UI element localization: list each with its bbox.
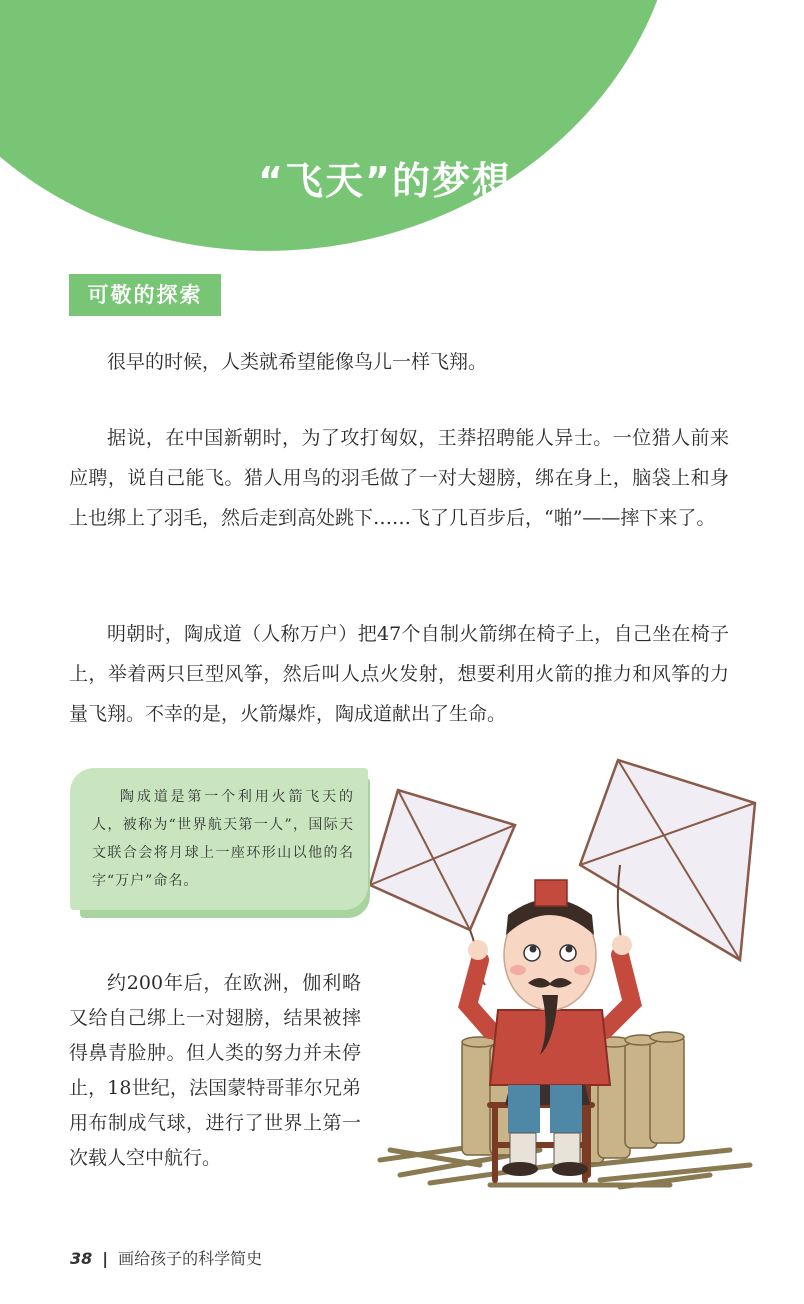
kite-left [370,790,515,985]
page-footer [70,1246,262,1269]
note-text: 陶成道是第一个利用火箭飞天的人，被称为“世界航天第一人”，国际天文联合会将月球上一座环形山以他的名字“万户”命名。 [92,789,354,889]
page-number: 38 [70,1249,93,1268]
wanhu-rocket-chair-illustration [370,755,760,1195]
chapter-title: “飞天”的梦想 [258,159,512,203]
book-title: 画给孩子的科学简史 [118,1249,263,1268]
paragraph-hunter: 据说，在中国新朝时，为了攻打匈奴，王莽招聘能人异士。一位猎人前来应聘，说自己能飞。猎人用鸟的羽毛做了一对大翅膀，绑在身上，脑袋上和身上也绑上了羽毛，然后走到高处跳下……飞了几百步后，“啪”——摔下来了。 [69,427,729,529]
footer-separator: | [102,1249,109,1268]
kite-right [580,760,755,960]
section-heading: 可敬的探索 [69,274,221,316]
paragraph-europe: 约200年后，在欧洲，伽利略又给自己绑上一对翅膀，结果被摔得鼻青脸肿。但人类的努力并未停止，18世纪，法国蒙特哥菲尔兄弟用布制成气球，进行了世界上第一次载人空中航行。 [69,972,361,1169]
paragraph-wanhu: 明朝时，陶成道（人称万户）把47个自制火箭绑在椅子上，自己坐在椅子上，举着两只巨型风筝，然后叫人点火发射，想要利用火箭的推力和风筝的力量飞翔。不幸的是，火箭爆炸，陶成道献出了生命。 [69,623,729,725]
paragraph-intro: 很早的时候，人类就希望能像鸟儿一样飞翔。 [107,351,488,373]
